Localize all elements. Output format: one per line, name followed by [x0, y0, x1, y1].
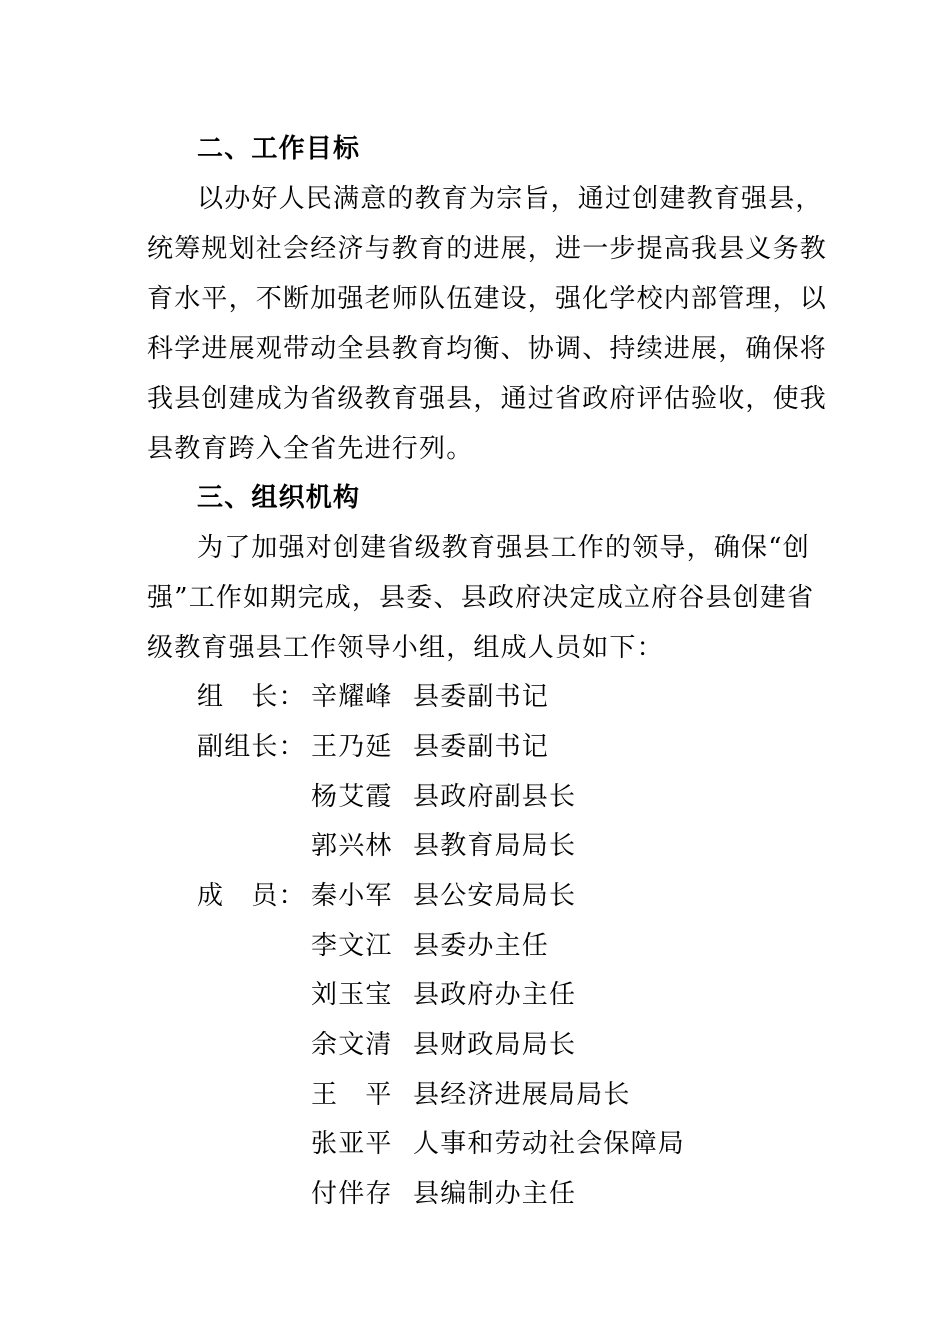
paragraph-line: 我县创建成为省级教育强县，通过省政府评估验收，使我 — [147, 384, 828, 414]
member-role: 组 长： — [197, 682, 306, 712]
member-name: 余文清 — [311, 1030, 393, 1060]
member-title: 县委副书记 — [413, 682, 550, 712]
member-title: 县编制办主任 — [413, 1179, 577, 1209]
member-title: 县政府副县长 — [413, 782, 577, 812]
member-name: 刘玉宝 — [311, 980, 393, 1010]
paragraph-line: 统筹规划社会经济与教育的进展，进一步提高我县义务教 — [147, 234, 828, 264]
section-heading-work-goals: 二、工作目标 — [197, 134, 361, 164]
member-name: 李文江 — [311, 931, 393, 961]
member-name: 郭兴林 — [311, 831, 393, 861]
member-title: 县财政局局长 — [413, 1030, 577, 1060]
member-name: 王 平 — [311, 1080, 393, 1110]
member-role: 副组长： — [197, 732, 306, 762]
member-title: 县政府办主任 — [413, 980, 577, 1010]
member-title: 县委办主任 — [413, 931, 550, 961]
member-role: 成 员： — [197, 881, 306, 911]
paragraph-line: 级教育强县工作领导小组，组成人员如下： — [147, 633, 664, 663]
member-title: 县公安局局长 — [413, 881, 577, 911]
member-title: 县委副书记 — [413, 732, 550, 762]
paragraph-line: 县教育跨入全省先进行列。 — [147, 434, 474, 464]
member-name: 杨艾霞 — [311, 782, 393, 812]
member-name: 秦小军 — [311, 881, 393, 911]
paragraph-line: 育水平，不断加强老师队伍建设，强化学校内部管理，以 — [147, 284, 828, 314]
member-name: 辛耀峰 — [311, 682, 393, 712]
member-title: 人事和劳动社会保障局 — [413, 1129, 686, 1159]
paragraph-line: 以办好人民满意的教育为宗旨，通过创建教育强县， — [197, 184, 823, 214]
member-name: 付伴存 — [311, 1179, 393, 1209]
member-name: 王乃延 — [311, 732, 393, 762]
member-name: 张亚平 — [311, 1129, 393, 1159]
paragraph-line: 科学进展观带动全县教育均衡、协调、持续进展，确保将 — [147, 334, 828, 364]
section-heading-organization: 三、组织机构 — [197, 483, 361, 513]
paragraph-line: 强”工作如期完成，县委、县政府决定成立府谷县创建省 — [147, 583, 815, 613]
member-title: 县经济进展局局长 — [413, 1080, 631, 1110]
member-title: 县教育局局长 — [413, 831, 577, 861]
paragraph-line: 为了加强对创建省级教育强县工作的领导，确保“创 — [197, 533, 810, 563]
